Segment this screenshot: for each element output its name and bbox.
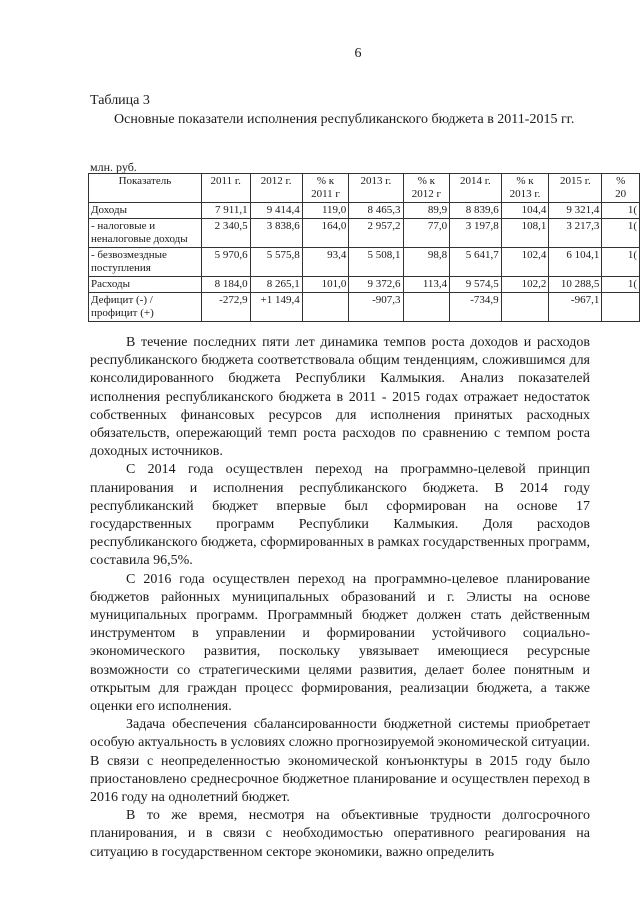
units-label: млн. руб.	[90, 160, 137, 174]
budget-table-container	[88, 173, 640, 325]
table-cell: 3 197,8	[450, 219, 502, 248]
table-cell: 9 372,6	[349, 277, 403, 293]
table-cell: 8 839,6	[450, 203, 502, 219]
table-row	[89, 293, 640, 322]
table-cell: 164,0	[302, 219, 349, 248]
row-label: Расходы	[89, 277, 202, 293]
column-header	[602, 174, 640, 203]
column-header	[201, 174, 250, 203]
table-cell: 9 414,4	[250, 203, 302, 219]
column-header	[501, 174, 549, 203]
budget-table	[88, 173, 640, 322]
column-header-line: 2012 г	[411, 188, 441, 200]
table-cell: 1(	[602, 248, 640, 277]
column-header-line: % к	[417, 175, 435, 187]
table-cell: 1(	[602, 203, 640, 219]
table-cell: 5 641,7	[450, 248, 502, 277]
table-cell: -272,9	[201, 293, 250, 322]
paragraph: Задача обеспечения сбалансированности бюджетной системы приобретает особую актуальность в условиях сложно прогнозируемой экономической ситуации. В связи с неопределенностью экономической конъюнктуры в 2015 году было приостановлено среднесрочное бюджетное планирование и осуществлен переход в 2016 году на однолетний бюджет.	[90, 717, 590, 806]
table-cell: 77,0	[403, 219, 450, 248]
table-cell	[302, 293, 349, 322]
row-label: - налоговые и неналоговые доходы	[89, 219, 202, 248]
table-cell: 5 508,1	[349, 248, 403, 277]
page-number: 6	[354, 46, 362, 61]
table-row	[89, 219, 640, 248]
table-cell: 89,9	[403, 203, 450, 219]
table-cell: 93,4	[302, 248, 349, 277]
column-header	[250, 174, 302, 203]
table-title: Основные показатели исполнения республиканского бюджета в 2011-2015 гг.	[114, 112, 575, 127]
column-header-line: %	[616, 175, 626, 187]
table-cell: 113,4	[403, 277, 450, 293]
table-cell: 8 184,0	[201, 277, 250, 293]
table-cell: +1 149,4	[250, 293, 302, 322]
table-cell: 2 957,2	[349, 219, 403, 248]
row-label: Дефицит (-) / профицит (+)	[89, 293, 202, 322]
table-cell	[602, 293, 640, 322]
table-cell: -734,9	[450, 293, 502, 322]
column-header-line: 2013 г.	[360, 175, 392, 187]
column-header-line: 2014 г.	[460, 175, 491, 187]
table-row	[89, 248, 640, 277]
table-cell: 8 265,1	[250, 277, 302, 293]
paragraph: В течение последних пяти лет динамика темпов роста доходов и расходов республиканского бюджета соответствовала общим тенденциям, сложившимся для консолидированного бюджета Республики Калмыкия. Анализ показателей исполнения республиканского бюджета в 2011 - 2015 годах отражает недостаток собственных финансовых ресурсов для исполнения принятых расходных обязательств, опережающий темп роста расходов по сравнению с темпом роста доходных источников.	[90, 335, 590, 460]
table-cell: 9 321,4	[549, 203, 602, 219]
body-text	[90, 334, 590, 862]
column-header	[450, 174, 502, 203]
column-header	[89, 174, 202, 203]
column-header-line: 2013 г.	[509, 188, 541, 200]
column-header-line: Показатель	[118, 175, 172, 187]
table-cell: 108,1	[501, 219, 549, 248]
table-cell: 1(	[602, 219, 640, 248]
column-header	[349, 174, 403, 203]
table-row	[89, 203, 640, 219]
table-cell	[501, 293, 549, 322]
column-header-line: 2011 г	[311, 188, 340, 200]
table-cell: 7 911,1	[201, 203, 250, 219]
table-cell: 102,2	[501, 277, 549, 293]
table-cell: 6 104,1	[549, 248, 602, 277]
table-cell: 9 574,5	[450, 277, 502, 293]
column-header-line: % к	[516, 175, 534, 187]
table-cell: 8 465,3	[349, 203, 403, 219]
table-cell: -907,3	[349, 293, 403, 322]
column-header-line: 20	[615, 188, 627, 200]
paragraph: В то же время, несмотря на объективные трудности долгосрочного планирования, и в связи с необходимостью оперативного реагирования на ситуацию в государственном секторе экономики, важно определить	[90, 808, 590, 860]
table-cell: -967,1	[549, 293, 602, 322]
table-cell: 101,0	[302, 277, 349, 293]
column-header-line: 2011 г.	[210, 175, 241, 187]
column-header-line: % к	[316, 175, 335, 187]
row-label: Доходы	[89, 203, 202, 219]
table-cell: 104,4	[501, 203, 549, 219]
table-cell: 1(	[602, 277, 640, 293]
row-label: - безвозмездные поступления	[89, 248, 202, 277]
table-cell	[403, 293, 450, 322]
table-cell: 102,4	[501, 248, 549, 277]
table-header-row	[89, 174, 640, 203]
table-cell: 10 288,5	[549, 277, 602, 293]
paragraph: С 2016 года осуществлен переход на программно-целевое планирование бюджетов районных муниципальных образований и г. Элисты на основе муниципальных программ. Программный бюджет должен стать действенным инструментом в управлении и формировании устойчивого социально-экономического развития, поскольку увязывает имеющиеся ресурсные возможности со стратегическими целями развития, делает более понятным и открытым для граждан процесс формирования, реализации бюджета, а также оценки его исполнения.	[90, 571, 590, 715]
table-cell: 3 217,3	[549, 219, 602, 248]
table-cell: 5 970,6	[201, 248, 250, 277]
column-header-line: 2015 г.	[559, 175, 591, 187]
paragraph: С 2014 года осуществлен переход на программно-целевой принцип планирования и исполнения республиканского бюджета. В 2014 году республиканский бюджет впервые был сформирован на основе 17 государственных программ Республики Калмыкия. Доля расходов республиканского бюджета, сформированных в рамках государственных программ, составила 96,5%.	[90, 462, 590, 569]
table-cell: 5 575,8	[250, 248, 302, 277]
table-label: Таблица 3	[90, 93, 150, 108]
column-header	[302, 174, 349, 203]
table-cell: 2 340,5	[201, 219, 250, 248]
table-cell: 3 838,6	[250, 219, 302, 248]
table-row	[89, 277, 640, 293]
column-header	[549, 174, 602, 203]
column-header-line: 2012 г.	[260, 175, 292, 187]
table-cell: 119,0	[302, 203, 349, 219]
column-header	[403, 174, 450, 203]
table-cell: 98,8	[403, 248, 450, 277]
